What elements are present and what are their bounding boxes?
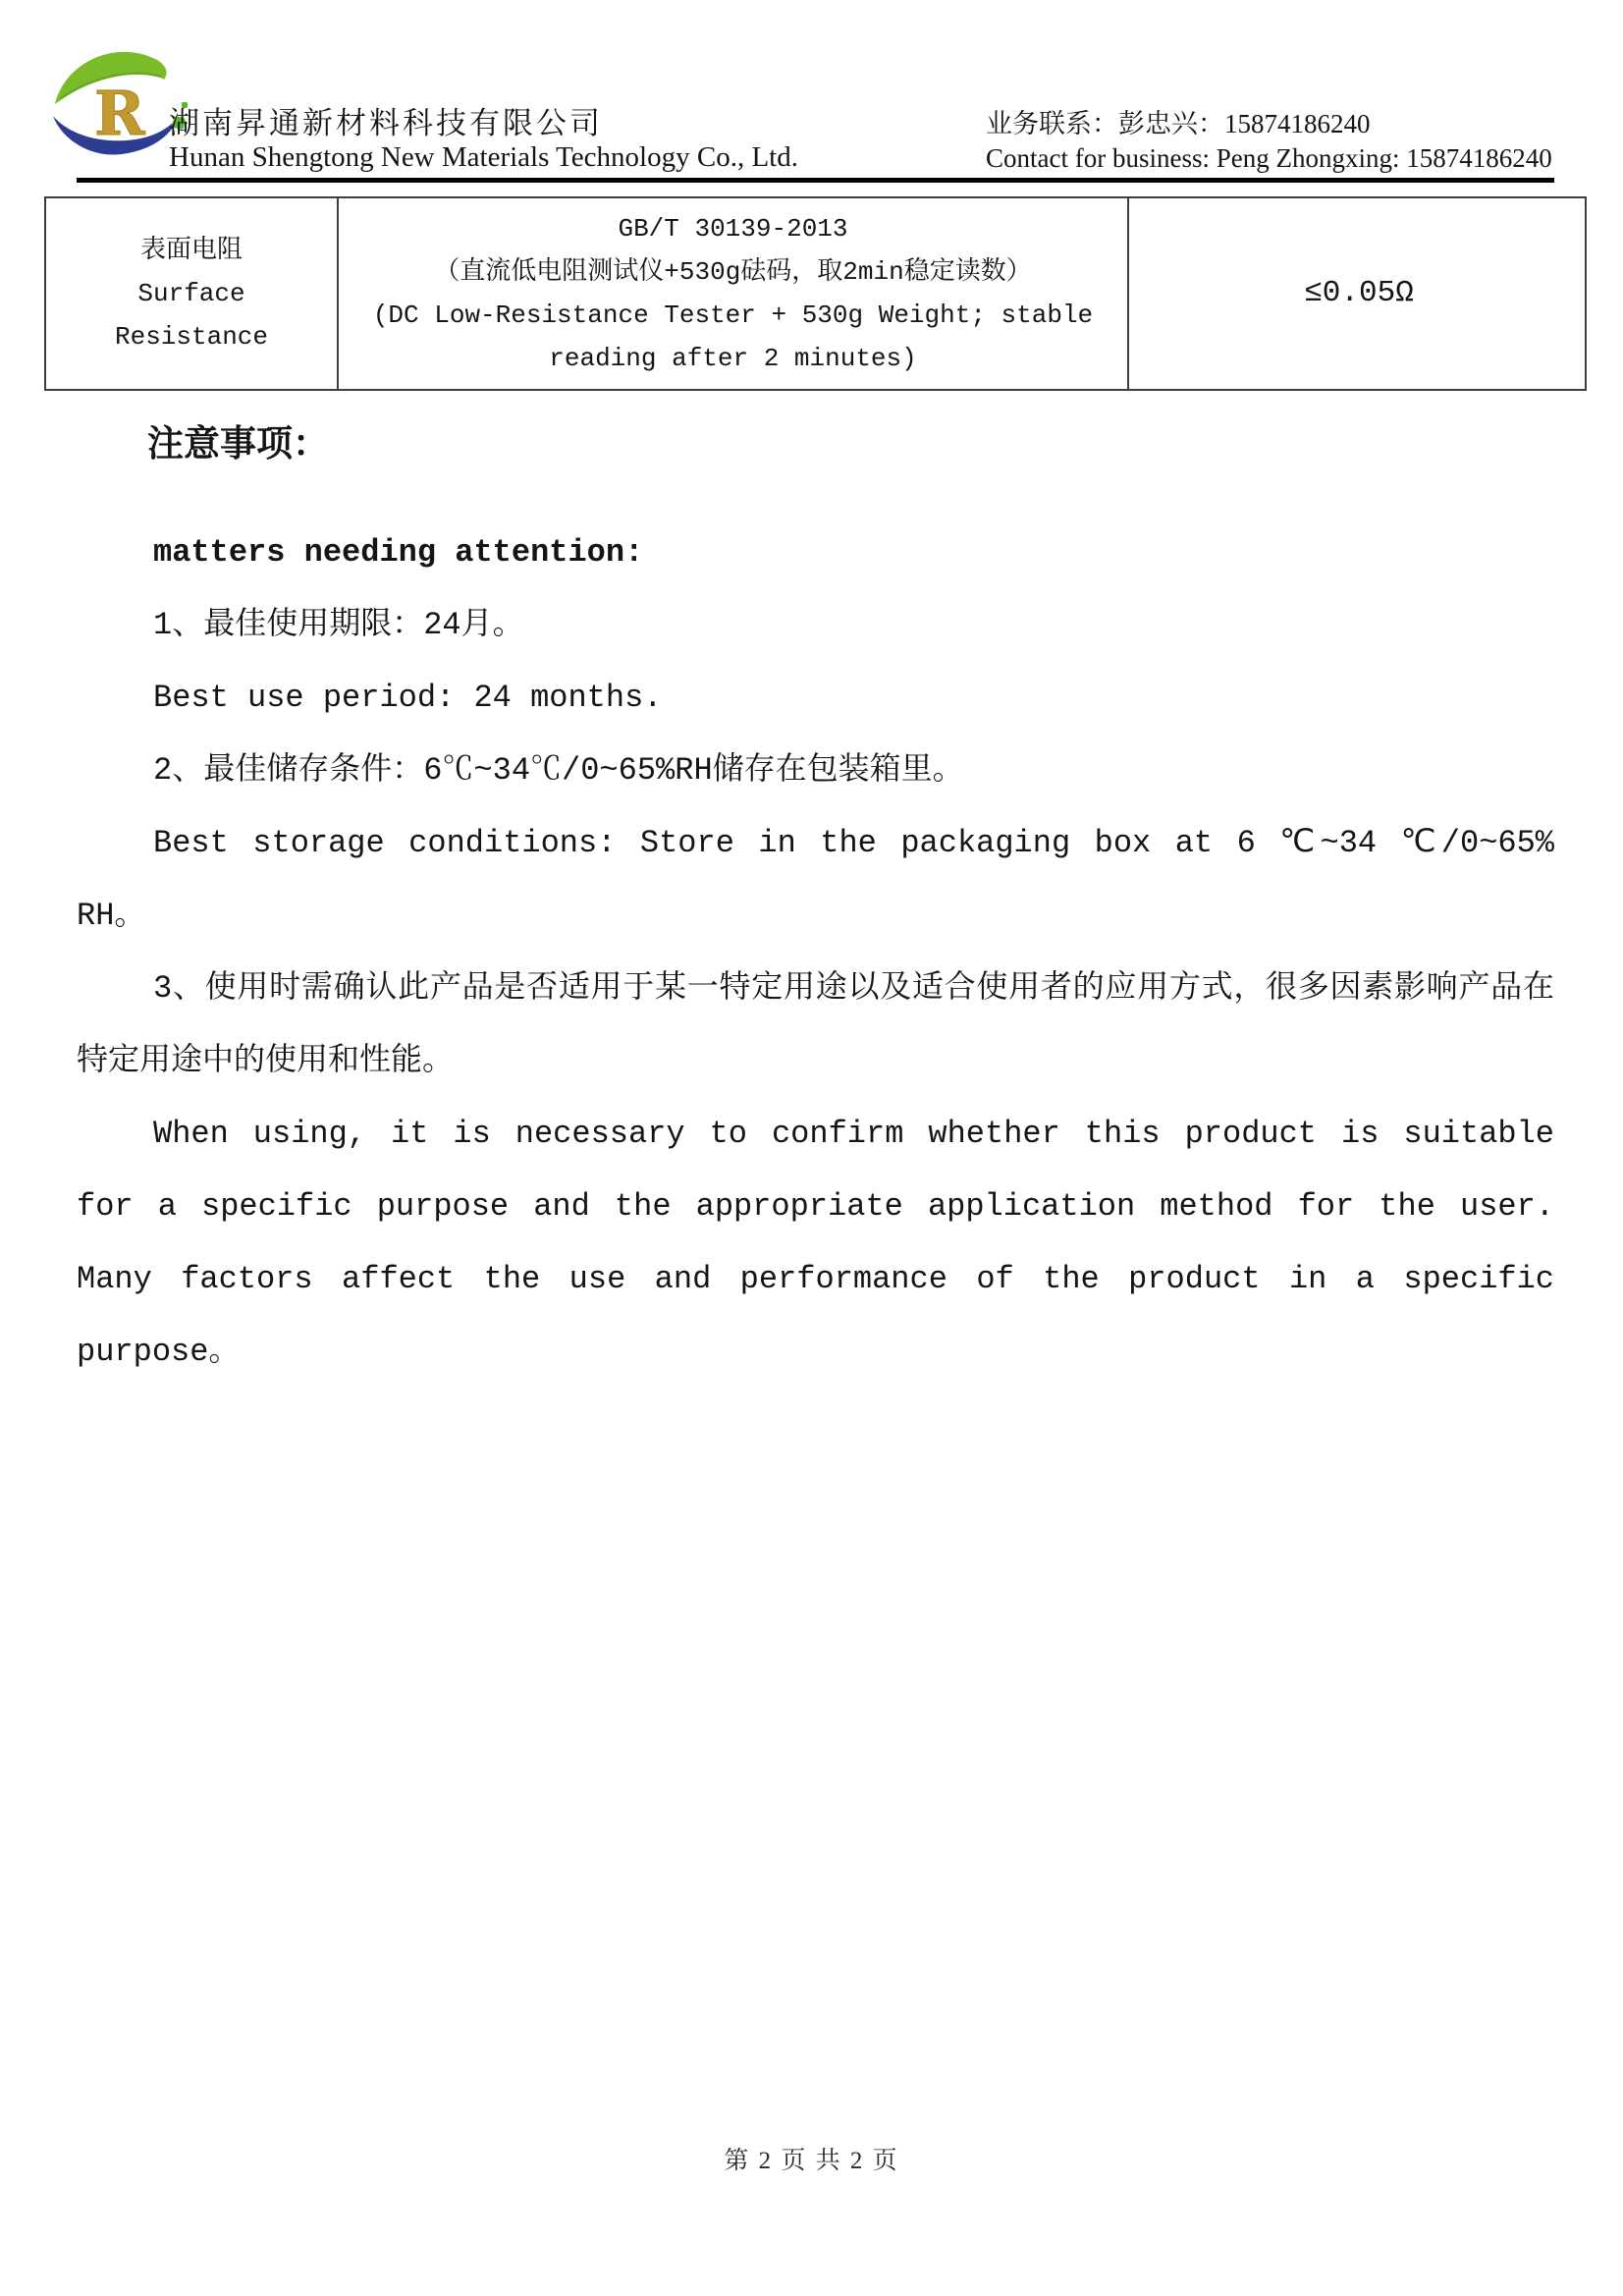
note-item-2-zh: 2、最佳储存条件：6℃~34℃/0~65%RH储存在包装箱里。 — [153, 752, 964, 789]
company-name-en: Hunan Shengtong New Materials Technology Co., Ltd. — [169, 141, 798, 173]
notes-heading-zh: 注意事项： — [147, 426, 329, 467]
contact-info-en: Contact for business: Peng Zhongxing: 15874186240 — [986, 143, 1552, 173]
property-name-en: Surface Resistance — [114, 279, 269, 352]
contact-info-zh: 业务联系：彭忠兴：15874186240 — [986, 109, 1371, 138]
method-standard: GB/T 30139-2013 — [618, 214, 848, 244]
note-item-1-zh: 1、最佳使用期限：24月。 — [153, 607, 524, 643]
table-cell-property — [46, 198, 337, 389]
letter-r: R — [94, 78, 145, 149]
notes-section — [77, 410, 1554, 1389]
company-name-zh: 湖南昇通新材料科技有限公司 — [169, 106, 603, 140]
resistance-value: ≤0.05Ω — [1304, 276, 1414, 310]
note-item-3-zh: 3、使用时需确认此产品是否适用于某一特定用途以及适合使用者的应用方式，很多因素影响产品在特定用途中的使用和性能。 — [77, 970, 1554, 1079]
method-en: (DC Low-Resistance Tester + 530g Weight; stable reading after 2 minutes) — [372, 301, 1094, 373]
note-item-1-en: Best use period: 24 months. — [153, 680, 663, 716]
table-cell-method — [337, 198, 1127, 389]
header-divider — [77, 178, 1554, 183]
note-item-2-en: Best storage conditions: Store in the packaging box at 6 ℃~34 ℃/0~65% RH。 — [77, 825, 1554, 934]
notes-heading-en: matters needing attention: — [153, 534, 644, 571]
table-cell-value — [1127, 198, 1589, 389]
method-zh: （直流低电阻测试仪+530g砝码，取2min稳定读数） — [434, 257, 1032, 287]
page-number: 第 2 页 共 2 页 — [724, 2148, 899, 2174]
spec-table — [44, 196, 1587, 391]
property-name-zh: 表面电阻 — [139, 236, 243, 265]
company-logo — [49, 41, 189, 165]
company-logo-icon — [49, 41, 189, 165]
note-item-3-en: When using, it is necessary to confirm whether this product is suitable for a specific purpose and the appropriate application method for the user. Many factors affect the use and performance of the product in a specific purpose。 — [77, 1116, 1554, 1370]
